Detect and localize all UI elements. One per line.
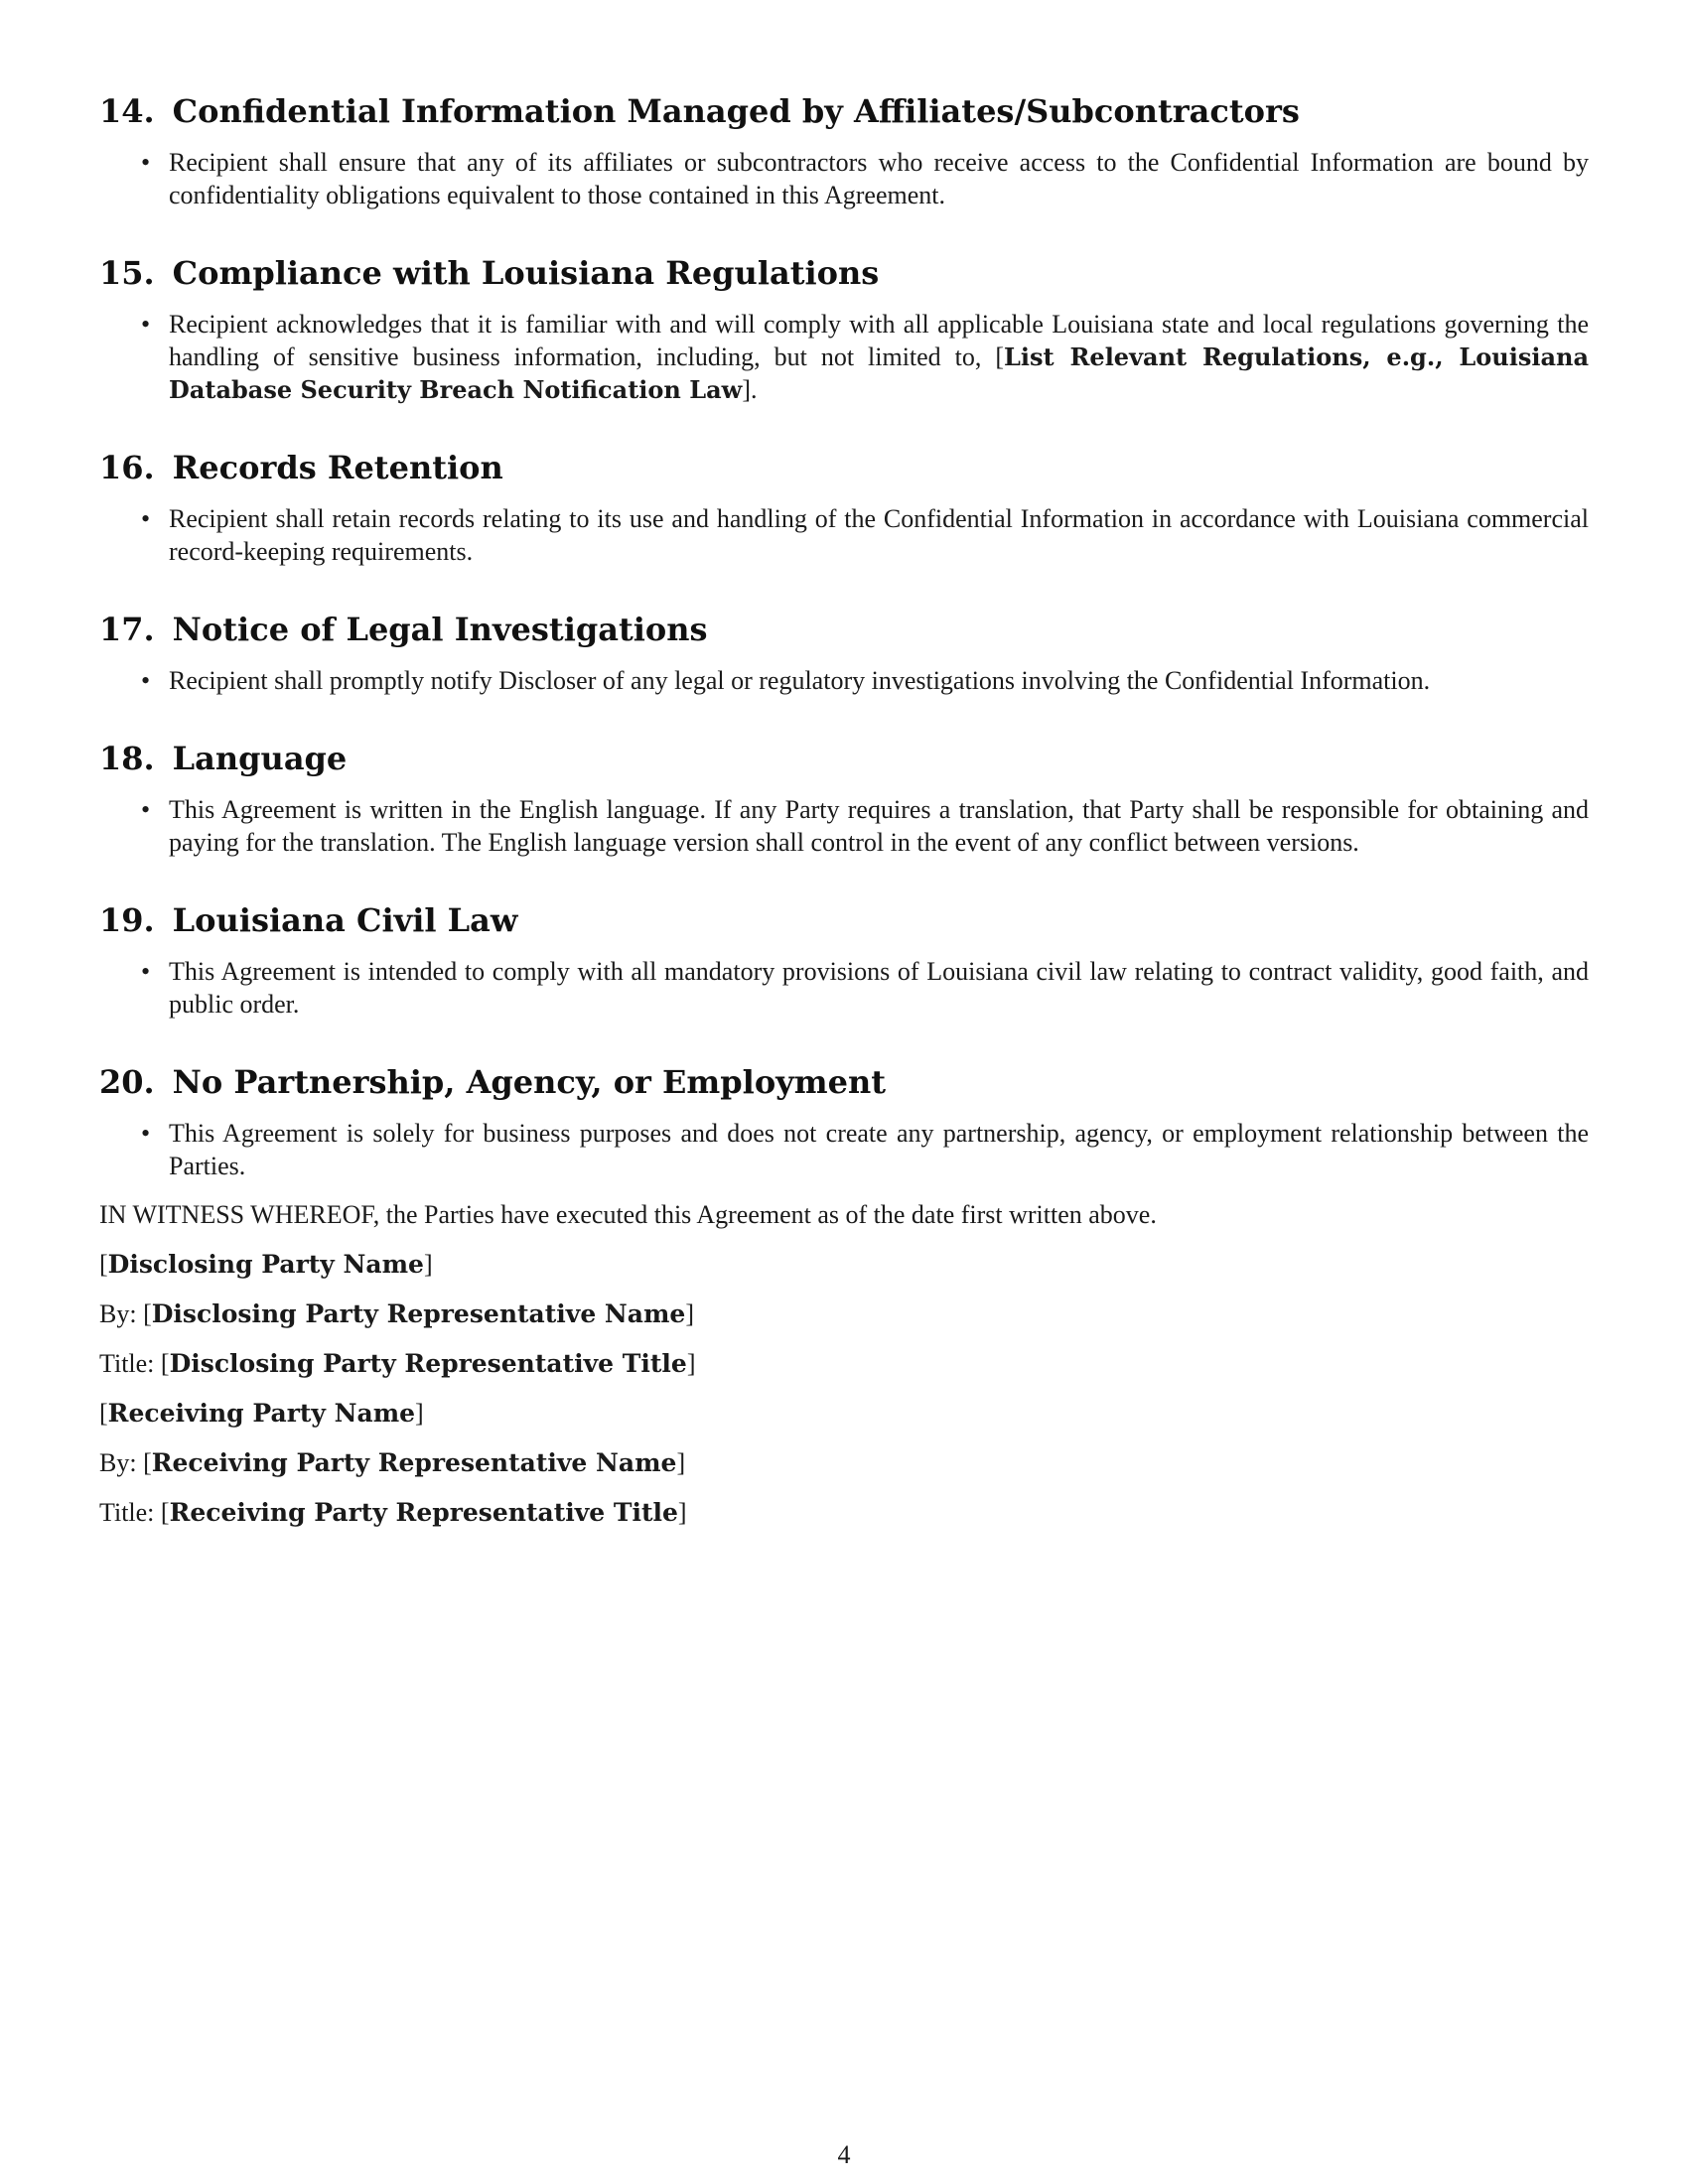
bullet-icon: • — [141, 148, 151, 177]
section-20 — [99, 1062, 1589, 1182]
by-label: By: — [99, 1299, 137, 1328]
section-title: Records Retention — [172, 449, 503, 486]
bullet-list — [99, 146, 1589, 211]
list-item — [99, 502, 1589, 568]
bullet-list — [99, 308, 1589, 406]
title-label: Title: — [99, 1498, 155, 1527]
section-number: 17. — [99, 611, 155, 648]
bullet-list — [99, 793, 1589, 859]
bullet-icon: • — [141, 795, 151, 824]
bullet-text: Recipient shall retain records relating to its use and handling of the Confidential Information in accordance with Louisiana commercial record-keeping requirements. — [169, 504, 1589, 566]
close-bracket: ] — [677, 1498, 687, 1527]
section-number: 19. — [99, 901, 155, 939]
bullet-icon: • — [141, 310, 151, 339]
list-item — [99, 793, 1589, 859]
close-bracket: ] — [423, 1250, 433, 1279]
section-heading — [99, 91, 1589, 131]
section-heading — [99, 448, 1589, 487]
signature-block — [99, 1248, 1589, 1529]
section-number: 18. — [99, 740, 155, 777]
section-number: 16. — [99, 449, 155, 486]
section-title: No Partnership, Agency, or Employment — [172, 1063, 887, 1101]
bullet-list — [99, 1117, 1589, 1182]
open-bracket: [ — [143, 1299, 152, 1328]
section-number: 14. — [99, 92, 155, 130]
section-14 — [99, 91, 1589, 211]
disclosing-party-name: Disclosing Party Name — [107, 1250, 424, 1279]
bullet-list — [99, 502, 1589, 568]
disclosing-party-name-line — [99, 1248, 1589, 1281]
section-heading — [99, 739, 1589, 778]
receiving-rep-title: Receiving Party Representative Title — [169, 1498, 678, 1527]
bullet-list — [99, 664, 1589, 697]
page-number: 4 — [837, 2140, 851, 2169]
receiving-party-name-line — [99, 1397, 1589, 1430]
section-heading — [99, 610, 1589, 649]
list-item — [99, 308, 1589, 406]
disclosing-title-line — [99, 1347, 1589, 1380]
close-bracket: ] — [676, 1448, 686, 1477]
list-item — [99, 955, 1589, 1021]
bullet-text: Recipient shall ensure that any of its affiliates or subcontractors who receive access to the Confidential Information are bound by confidentiality obligations equivalent to those contained in this Agreement. — [169, 148, 1589, 209]
bullet-icon: • — [141, 504, 151, 533]
section-18 — [99, 739, 1589, 859]
section-title: Compliance with Louisiana Regulations — [172, 254, 880, 292]
list-item — [99, 146, 1589, 211]
disclosing-by-line — [99, 1297, 1589, 1330]
section-title: Language — [172, 740, 348, 777]
close-bracket: ] — [685, 1299, 695, 1328]
bullet-text: This Agreement is intended to comply with all mandatory provisions of Louisiana civil law relating to contract validity, good faith, and public order. — [169, 957, 1589, 1019]
open-bracket: [ — [160, 1349, 170, 1378]
bullet-text-end: ]. — [742, 375, 758, 404]
bullet-icon: • — [141, 1119, 151, 1148]
section-heading — [99, 1062, 1589, 1102]
list-item — [99, 1117, 1589, 1182]
section-number: 20. — [99, 1063, 155, 1101]
witness-clause: IN WITNESS WHEREOF, the Parties have executed this Agreement as of the date first written above. — [99, 1200, 1157, 1229]
list-item — [99, 664, 1589, 697]
section-15 — [99, 253, 1589, 406]
section-number: 15. — [99, 254, 155, 292]
receiving-party-name: Receiving Party Name — [107, 1399, 416, 1428]
section-heading — [99, 900, 1589, 940]
bullet-icon: • — [141, 957, 151, 986]
bullet-icon: • — [141, 666, 151, 695]
open-bracket: [ — [99, 1250, 108, 1279]
disclosing-rep-name: Disclosing Party Representative Name — [151, 1299, 686, 1328]
document-body — [99, 91, 1589, 1546]
bullet-list — [99, 955, 1589, 1021]
receiving-by-line — [99, 1446, 1589, 1479]
section-title: Confidential Information Managed by Affiliates/Subcontractors — [172, 92, 1300, 130]
section-title: Notice of Legal Investigations — [172, 611, 708, 648]
close-bracket: ] — [686, 1349, 696, 1378]
section-title: Louisiana Civil Law — [172, 901, 518, 939]
by-label: By: — [99, 1448, 137, 1477]
bullet-text: This Agreement is written in the English language. If any Party requires a translation, that Party shall be responsible for obtaining and paying for the translation. The English language version shall control in the event of any conflict between versions. — [169, 795, 1589, 857]
close-bracket: ] — [415, 1399, 424, 1428]
bullet-text: This Agreement is solely for business purposes and does not create any partnership, agency, or employment relationship between the Parties. — [169, 1119, 1589, 1180]
receiving-title-line — [99, 1496, 1589, 1529]
section-17 — [99, 610, 1589, 697]
open-bracket: [ — [143, 1448, 152, 1477]
section-19 — [99, 900, 1589, 1021]
open-bracket: [ — [160, 1498, 170, 1527]
title-label: Title: — [99, 1349, 155, 1378]
section-16 — [99, 448, 1589, 568]
regulations-placeholder: List Relevant Regulations, e.g., Louisiana Database Security Breach Notification Law — [169, 342, 1590, 404]
bullet-text: Recipient shall promptly notify Discloser of any legal or regulatory investigations involving the Confidential Information. — [169, 666, 1431, 695]
open-bracket: [ — [99, 1399, 108, 1428]
section-heading — [99, 253, 1589, 293]
disclosing-rep-title: Disclosing Party Representative Title — [169, 1349, 687, 1378]
bullet-text: Recipient acknowledges that it is familiar with and will comply with all applicable Louisiana state and local regulations governing the handling of sensitive business information, including, but not limited to, [ — [169, 310, 1589, 371]
receiving-rep-name: Receiving Party Representative Name — [151, 1448, 677, 1477]
